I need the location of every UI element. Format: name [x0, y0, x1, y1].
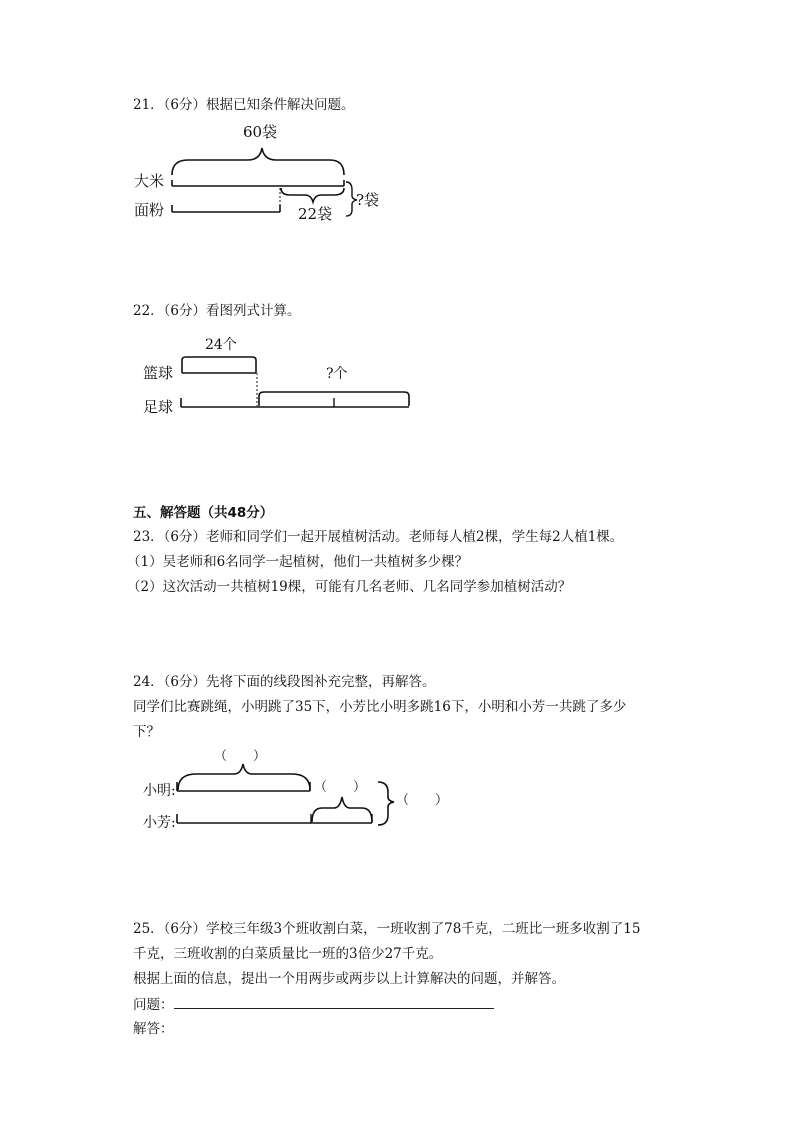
q21-label-flour: 面粉	[134, 201, 165, 219]
q24-mid-brace	[312, 797, 372, 822]
q23-part2: （2）这次活动一共植树19棵，可能有几名老师、几名同学参加植树活动？	[127, 579, 572, 595]
q23-header: 23．（6分）老师和同学们一起开展植树活动。老师每人植2棵，学生每2人植1棵。	[133, 529, 624, 545]
q24-line1: 同学们比赛跳绳，小明跳了35下，小芳比小明多跳16下，小明和小芳一共跳了多少	[133, 699, 627, 715]
q22-unknown-label: ?个	[326, 366, 348, 382]
q22-label-basketball: 篮球	[143, 364, 174, 382]
q21-total-label: 60袋	[243, 123, 278, 141]
q21-label-rice: 大米	[134, 172, 165, 190]
section5-title: 五、解答题（共48分）	[133, 505, 274, 521]
q24-blank-mid: （ ）	[314, 780, 367, 795]
q25-header: 25．（6分）学校三年级3个班收割白菜，一班收割了78千克，二班比一班多收割了15	[133, 921, 641, 937]
q21-unknown-label: ?袋	[356, 191, 380, 209]
q24-right-brace	[378, 782, 394, 825]
q25-question-label: 问题：	[133, 997, 174, 1013]
q25-answer-label: 解答：	[133, 1021, 174, 1037]
q25-line2: 千克，三班收割的白菜质量比一班的3倍少27千克。	[133, 946, 443, 962]
q24-top-brace	[178, 764, 310, 790]
q22-header: 22．（6分）看图列式计算。	[133, 303, 301, 319]
q24-label-xiaofang: 小芳:	[143, 815, 176, 831]
q24-blank-right: （ ）	[396, 793, 449, 808]
q24-line2: 下？	[133, 724, 160, 740]
q24-blank-top: （ ）	[214, 749, 267, 764]
q22-count-label: 24个	[205, 337, 237, 353]
q24-label-xiaoming: 小明:	[143, 783, 176, 799]
q24-header: 24．（6分）先将下面的线段图补充完整，再解答。	[133, 674, 436, 690]
q21-diff-label: 22袋	[298, 205, 333, 223]
q25-question-blank[interactable]	[174, 995, 494, 1009]
q23-part1: （1）吴老师和6名同学一起植树，他们一共植树多少棵？	[127, 554, 469, 570]
q21-header: 21．（6分）根据已知条件解决问题。	[133, 97, 355, 113]
q25-line3: 根据上面的信息，提出一个用两步或两步以上计算解决的问题，并解答。	[133, 971, 565, 987]
q25-question-row	[133, 995, 494, 1014]
q22-label-football: 足球	[143, 398, 174, 416]
